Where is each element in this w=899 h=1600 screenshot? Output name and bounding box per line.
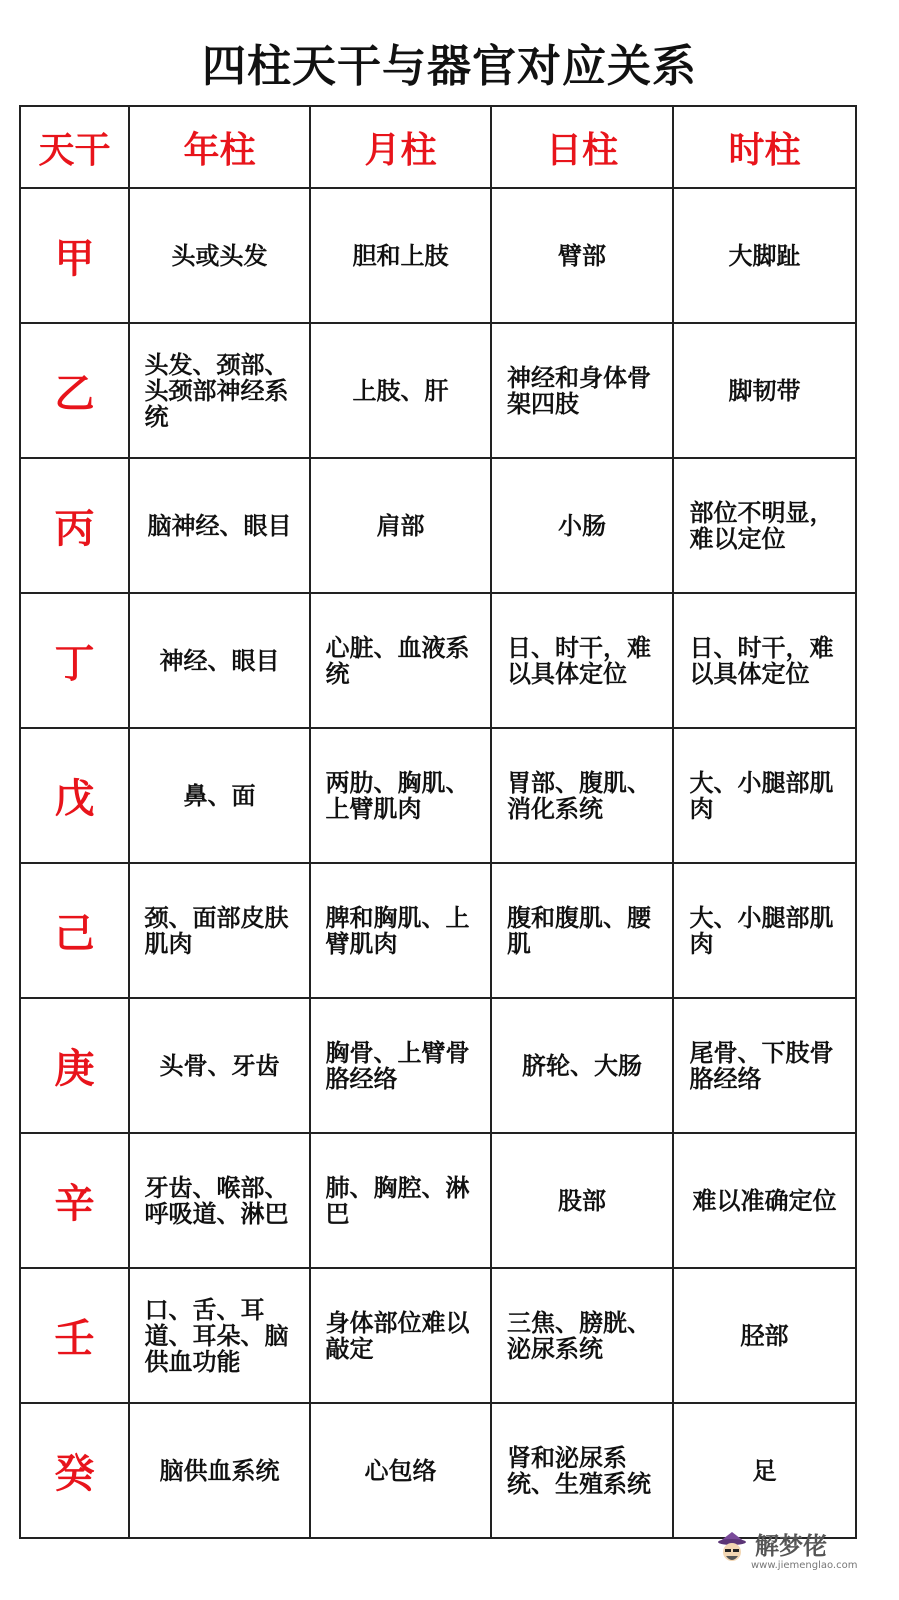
cell-text: 头或头发 [171, 241, 268, 270]
month-pillar-cell [310, 998, 491, 1133]
table-header-row [20, 106, 856, 188]
month-pillar-cell [310, 1268, 491, 1403]
stem-cell: 戊 [20, 728, 129, 863]
cell-text: 上肢、肝 [352, 376, 449, 405]
cell-text: 足 [752, 1456, 777, 1485]
table-row [20, 863, 856, 998]
month-pillar-cell [310, 1133, 491, 1268]
cell-text: 肩部 [376, 511, 425, 540]
hour-pillar-cell [673, 323, 856, 458]
month-pillar-cell [310, 593, 491, 728]
cell-text: 两肋、胸肌、上臂肌肉 [325, 768, 470, 823]
hour-pillar-cell [673, 188, 856, 323]
table-row [20, 593, 856, 728]
day-pillar-cell [491, 188, 673, 323]
year-pillar-cell [129, 458, 310, 593]
cell-text: 颈、面部皮肤肌肉 [144, 903, 289, 958]
mascot-icon [715, 1528, 749, 1566]
day-pillar-cell [491, 863, 673, 998]
cell-text: 股部 [558, 1186, 606, 1215]
cell-text: 尾骨、下肢骨胳经络 [689, 1038, 834, 1093]
year-pillar-cell [129, 593, 310, 728]
cell-text: 脑供血系统 [159, 1456, 280, 1485]
table-row [20, 323, 856, 458]
cell-text: 神经和身体骨架四肢 [507, 363, 651, 418]
year-pillar-cell [129, 863, 310, 998]
cell-text: 三焦、膀胱、泌尿系统 [507, 1308, 651, 1363]
stem-cell: 壬 [20, 1268, 129, 1403]
watermark-url: www.jiemenglao.com [751, 1560, 858, 1571]
header-month-pillar: 月柱 [310, 106, 491, 188]
year-pillar-cell [129, 1133, 310, 1268]
hour-pillar-cell [673, 728, 856, 863]
cell-text: 牙齿、喉部、呼吸道、淋巴 [144, 1173, 289, 1228]
hour-pillar-cell [673, 1403, 856, 1538]
watermark-name: 解梦佬 [755, 1532, 827, 1560]
cell-text: 胃部、腹肌、消化系统 [507, 768, 651, 823]
cell-text: 大、小腿部肌肉 [689, 903, 834, 958]
year-pillar-cell [129, 188, 310, 323]
year-pillar-cell [129, 1268, 310, 1403]
cell-text: 脑神经、眼目 [147, 511, 292, 540]
day-pillar-cell [491, 728, 673, 863]
cell-text: 头发、颈部、头颈部神经系统 [144, 350, 289, 431]
cell-text: 日、时干，难以具体定位 [689, 633, 834, 688]
stem-cell: 辛 [20, 1133, 129, 1268]
cell-text: 脚韧带 [728, 376, 801, 405]
year-pillar-cell [129, 998, 310, 1133]
cell-text: 臂部 [558, 241, 606, 270]
day-pillar-cell [491, 1268, 673, 1403]
cell-text: 胸骨、上臂骨胳经络 [325, 1038, 470, 1093]
day-pillar-cell [491, 323, 673, 458]
cell-text: 小肠 [558, 511, 606, 540]
day-pillar-cell [491, 1403, 673, 1538]
year-pillar-cell [129, 728, 310, 863]
cell-text: 脐轮、大肠 [522, 1051, 642, 1080]
stem-cell: 庚 [20, 998, 129, 1133]
cell-text: 大脚趾 [728, 241, 801, 270]
header-stem: 天干 [20, 106, 129, 188]
cell-text: 身体部位难以敲定 [325, 1308, 470, 1363]
cell-text: 部位不明显，难以定位 [689, 498, 834, 553]
cell-text: 头骨、牙齿 [159, 1051, 280, 1080]
month-pillar-cell [310, 1403, 491, 1538]
cell-text: 日、时干，难以具体定位 [507, 633, 651, 688]
cell-text: 心包络 [364, 1456, 437, 1485]
hour-pillar-cell [673, 998, 856, 1133]
day-pillar-cell [491, 593, 673, 728]
table-row [20, 458, 856, 593]
hour-pillar-cell [673, 593, 856, 728]
month-pillar-cell [310, 323, 491, 458]
stem-cell: 己 [20, 863, 129, 998]
stem-cell: 丁 [20, 593, 129, 728]
month-pillar-cell [310, 728, 491, 863]
hour-pillar-cell [673, 458, 856, 593]
cell-text: 脾和胸肌、上臂肌肉 [325, 903, 470, 958]
day-pillar-cell [491, 458, 673, 593]
month-pillar-cell [310, 188, 491, 323]
table-row [20, 1403, 856, 1538]
cell-text: 肺、胸腔、淋巴 [325, 1173, 470, 1228]
cell-text: 神经、眼目 [159, 646, 280, 675]
cell-text: 难以准确定位 [692, 1186, 837, 1215]
hour-pillar-cell [673, 863, 856, 998]
cell-text: 鼻、面 [183, 781, 256, 810]
header-hour-pillar: 时柱 [673, 106, 856, 188]
month-pillar-cell [310, 863, 491, 998]
cell-text: 胫部 [740, 1321, 789, 1350]
cell-text: 腹和腹肌、腰肌 [507, 903, 651, 958]
cell-text: 口、舌、耳道、耳朵、脑供血功能 [144, 1295, 289, 1376]
hour-pillar-cell [673, 1133, 856, 1268]
page-title: 四柱天干与器官对应关系 [202, 41, 697, 92]
table-row [20, 1268, 856, 1403]
table-row [20, 1133, 856, 1268]
header-year-pillar: 年柱 [129, 106, 310, 188]
cell-text: 胆和上肢 [352, 241, 449, 270]
cell-text: 心脏、血液系统 [325, 633, 470, 688]
table-row [20, 998, 856, 1133]
month-pillar-cell [310, 458, 491, 593]
cell-text: 肾和泌尿系统、生殖系统 [507, 1443, 651, 1498]
watermark [715, 1522, 858, 1582]
table-row [20, 728, 856, 863]
stem-cell: 癸 [20, 1403, 129, 1538]
cell-text: 大、小腿部肌肉 [689, 768, 834, 823]
organ-table [19, 105, 857, 1539]
day-pillar-cell [491, 998, 673, 1133]
year-pillar-cell [129, 323, 310, 458]
stem-cell: 甲 [20, 188, 129, 323]
stem-cell: 丙 [20, 458, 129, 593]
header-day-pillar: 日柱 [491, 106, 673, 188]
hour-pillar-cell [673, 1268, 856, 1403]
stem-cell: 乙 [20, 323, 129, 458]
day-pillar-cell [491, 1133, 673, 1268]
table-row [20, 188, 856, 323]
year-pillar-cell [129, 1403, 310, 1538]
